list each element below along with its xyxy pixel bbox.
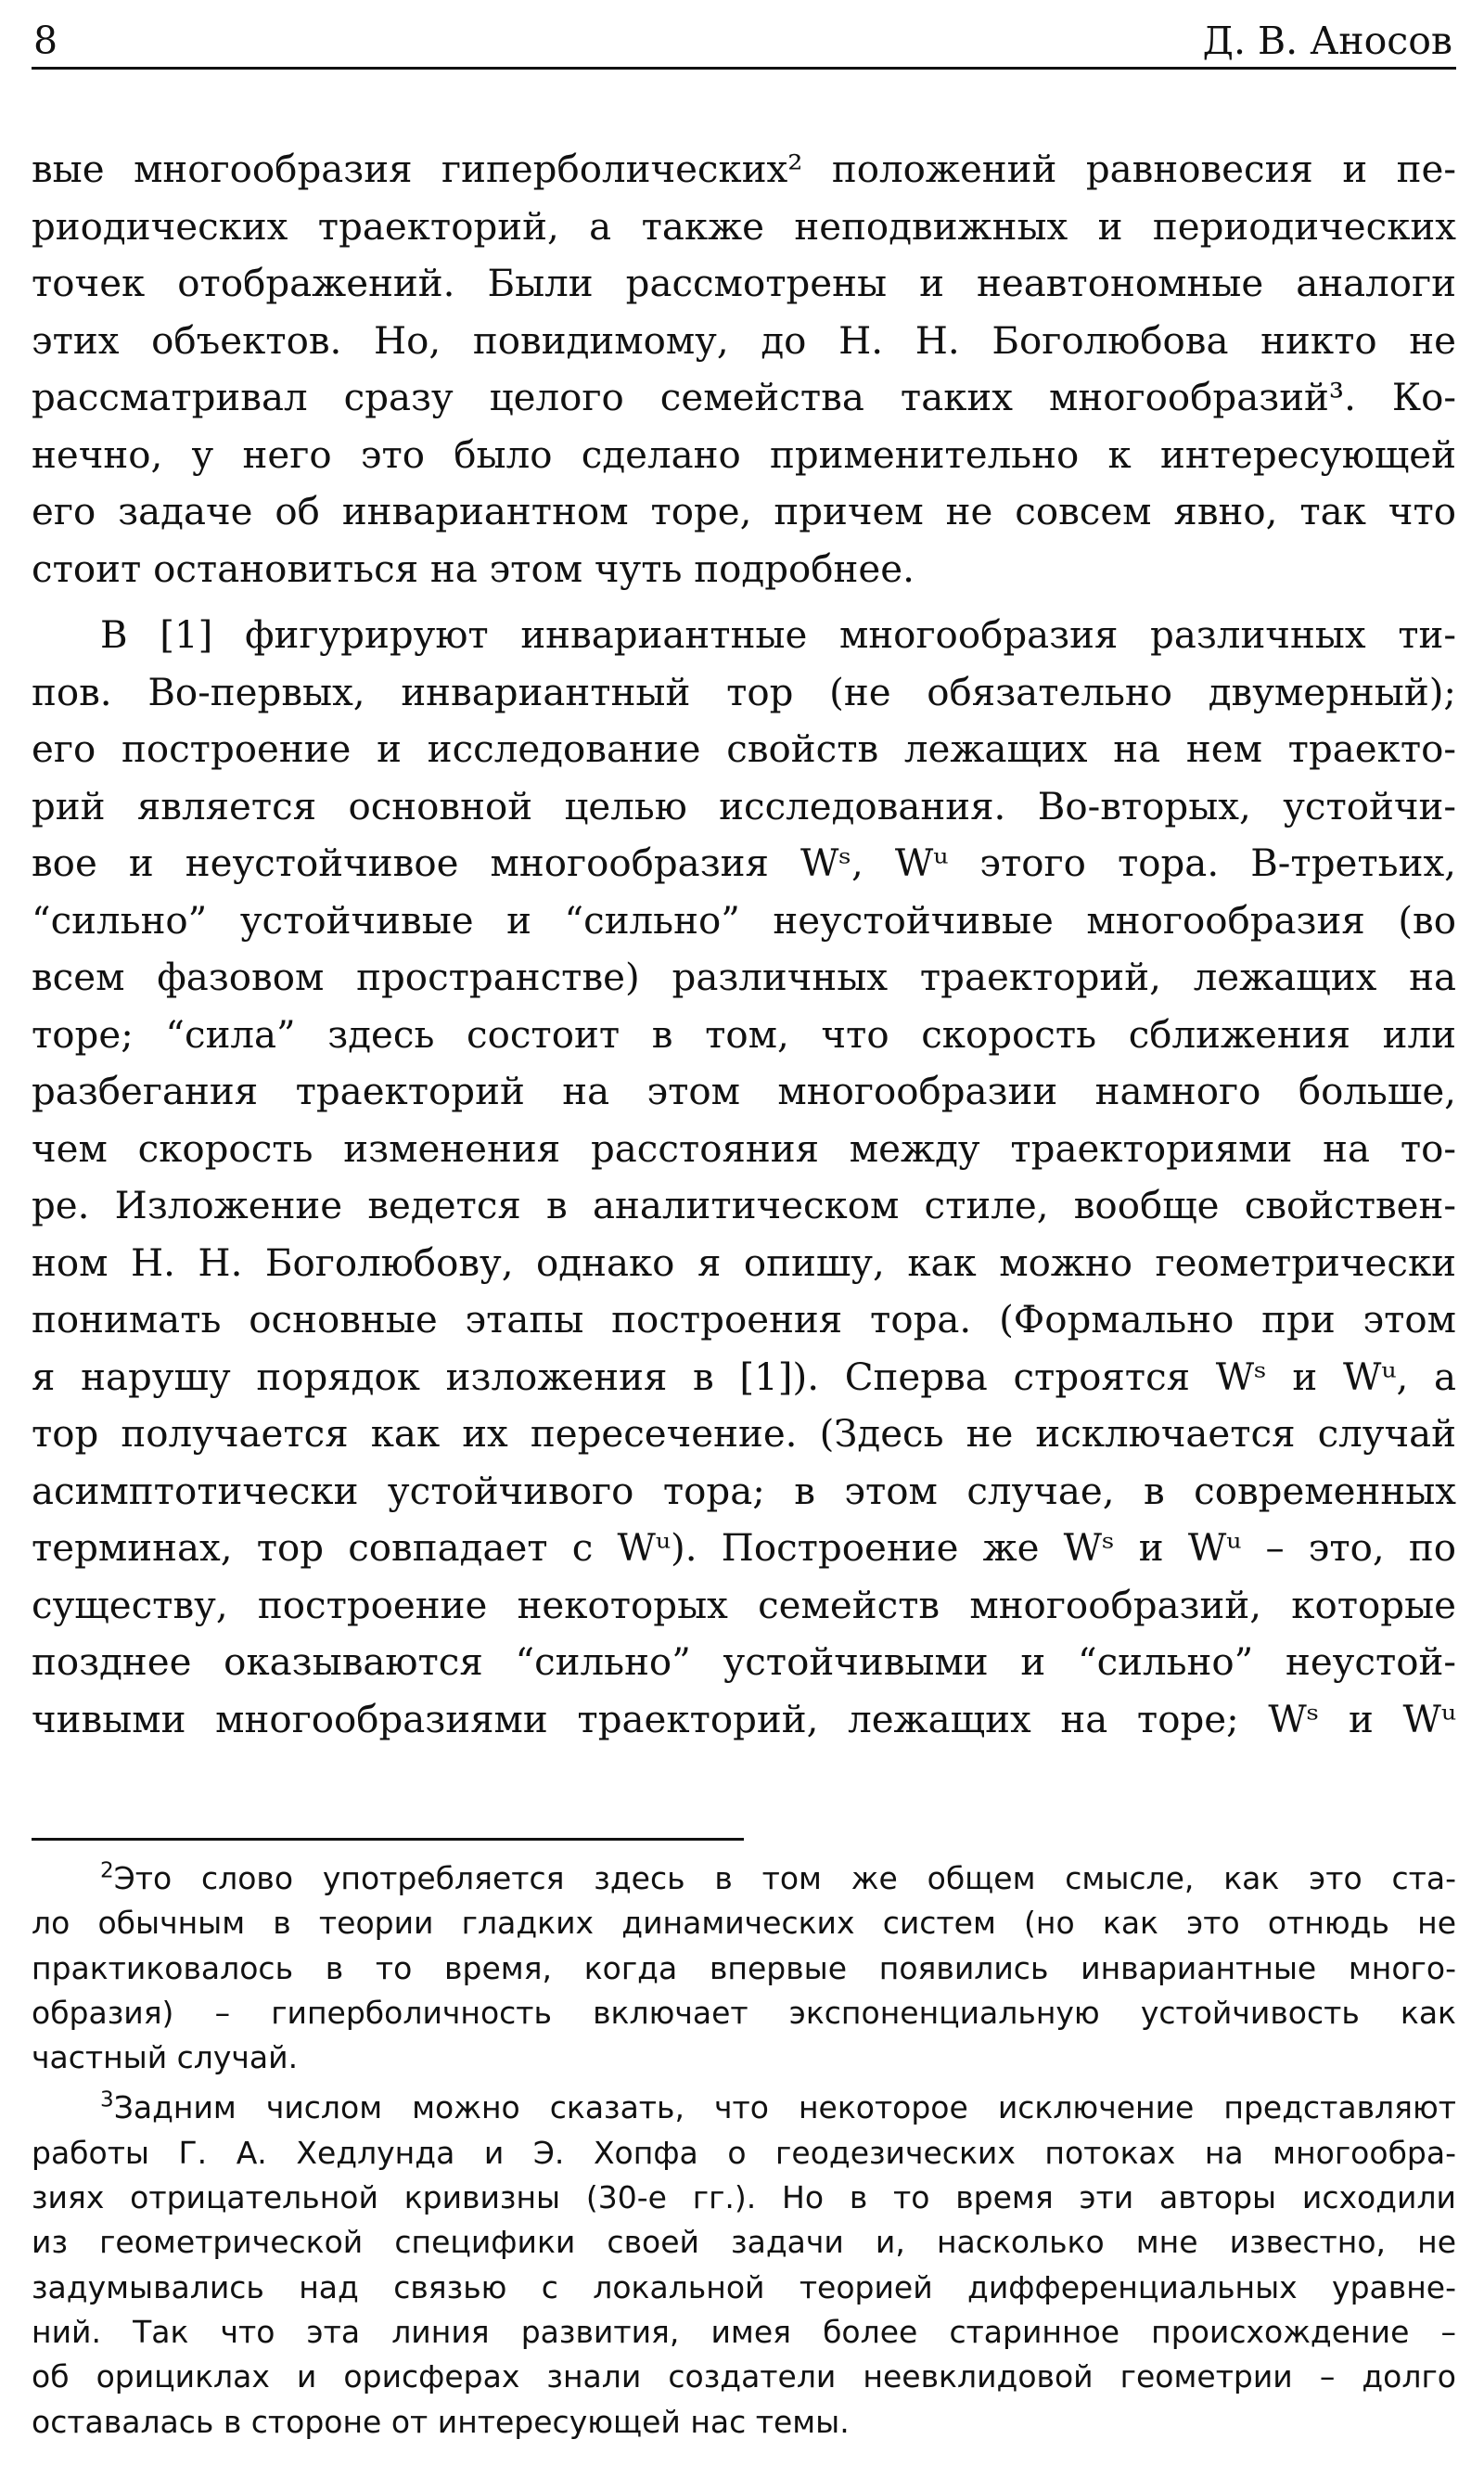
footnotes [32,1856,1456,2445]
footnote-line: образия) – гиперболичность включает экспоненциальную устойчивость как [32,1994,1456,2031]
footnote-line: из геометрической специфики своей задачи и, насколько мне известно, не [32,2224,1456,2261]
running-header [32,13,1456,70]
text-line: рий является основной целью исследования. Во-вторых, устойчи- [32,784,1456,828]
text-line: рассматривал сразу целого семейства таких многообразий³. Ко- [32,376,1456,419]
text-line: тор получается как их пересечение. (Здесь не исключается случай [32,1412,1456,1456]
footnote-3 [32,2086,1456,2444]
text-line: разбегания траекторий на этом многообразии намного больше, [32,1070,1456,1113]
main-text [32,141,1456,1748]
text-line: ре. Изложение ведется в аналитическом стиле, вообще свойствен- [32,1184,1456,1227]
text-line: точек отображений. Были рассмотрены и неавтономные аналоги [32,262,1456,305]
footnote-marker: 3 [100,2087,114,2112]
footnote-separator [32,1838,744,1841]
text-line: “сильно” устойчивые и “сильно” неустойчивые многообразия (во [32,898,1456,943]
text-line: позднее оказываются “сильно” устойчивыми и “сильно” неустой- [32,1640,1456,1684]
footnote-line: зиях отрицательной кривизны (30-е гг.). Но в то время эти авторы исходили [32,2179,1456,2216]
paragraph-1 [32,141,1456,597]
footnote-line: задумывались над связью с локальной теорией дифференциальных уравне- [32,2268,1456,2305]
text-line: я нарушу порядок изложения в [1]). Сперва строятся Wˢ и Wᵘ, а [32,1355,1456,1399]
text-line: ном Н. Н. Боголюбову, однако я опишу, как можно геометрически [32,1240,1456,1285]
text-line: существу, построение некоторых семейств многообразий, которые [32,1583,1456,1627]
running-header-author: Д. В. Аносов [1202,19,1452,63]
text-line: торе; “сила” здесь состоит в том, что скорость сближения или [32,1012,1456,1057]
footnote-line: оставалась в стороне от интересующей нас темы. [32,2403,850,2440]
footnote-2 [32,1856,1456,2080]
footnote-line: работы Г. А. Хедлунда и Э. Хопфа о геодезических потоках на многообра- [32,2134,1456,2171]
text-line: пов. Во-первых, инвариантный тор (не обязательно двумерный); [32,670,1456,714]
text-line: этих объектов. Но, повидимому, до Н. Н. Боголюбова никто не [32,318,1456,363]
text-line: понимать основные этапы построения тора. (Формально при этом [32,1298,1456,1342]
footnote-line: ний. Так что эта линия развития, имея более старинное происхождение – [32,2313,1456,2350]
text-line: чем скорость изменения расстояния между траекториями на то- [32,1126,1456,1171]
footnote-line: $^2$Это слово употребляется здесь в том же общем смысле, как это ста- [100,1858,1456,1896]
text-line: стоит остановиться на этом чуть подробнее. [32,546,915,591]
text-line: В [1] фигурируют инвариантные многообразия различных ти- [100,613,1456,657]
text-line: вое и неустойчивое многообразия Wˢ, Wᵘ этого тора. В-третьих, [32,841,1456,885]
footnote-line: частный случай. [32,2039,299,2076]
text-line: риодических траекторий, а также неподвижных и периодических [32,204,1456,249]
page-number: 8 [33,19,58,63]
text-line: терминах, тор совпадает с Wᵘ). Построение же Wˢ и Wᵘ – это, по [32,1526,1456,1570]
text-line: вые многообразия гиперболических² положений равновесия и пе- [32,148,1456,191]
text-line: его задаче об инвариантном торе, причем не совсем явно, так что [32,490,1456,533]
text-line: нечно, у него это было сделано применительно к интересующей [32,432,1456,477]
footnote-line: ло обычным в теории гладких динамических систем (но как это отнюдь не [32,1905,1456,1942]
footnote-line: об орициклах и орисферах знали создатели неевклидовой геометрии – долго [32,2358,1456,2395]
text-line: всем фазовом пространстве) различных траекторий, лежащих на [32,956,1456,999]
book-page [32,0,1456,2478]
footnote-line: практиковалось в то время, когда впервые появились инвариантные много- [32,1949,1456,1986]
text-line: чивыми многообразиями траекторий, лежащих на торе; Wˢ и Wᵘ [32,1697,1456,1741]
footnote-marker: 2 [100,1858,114,1883]
text-line: асимптотически устойчивого тора; в этом случае, в современных [32,1469,1456,1513]
text-line: его построение и исследование свойств лежащих на нем траекто- [32,727,1456,771]
footnote-line: $^3$Задним числом можно сказать, что некоторое исключение представляют [100,2087,1456,2126]
paragraph-2 [32,607,1456,1748]
